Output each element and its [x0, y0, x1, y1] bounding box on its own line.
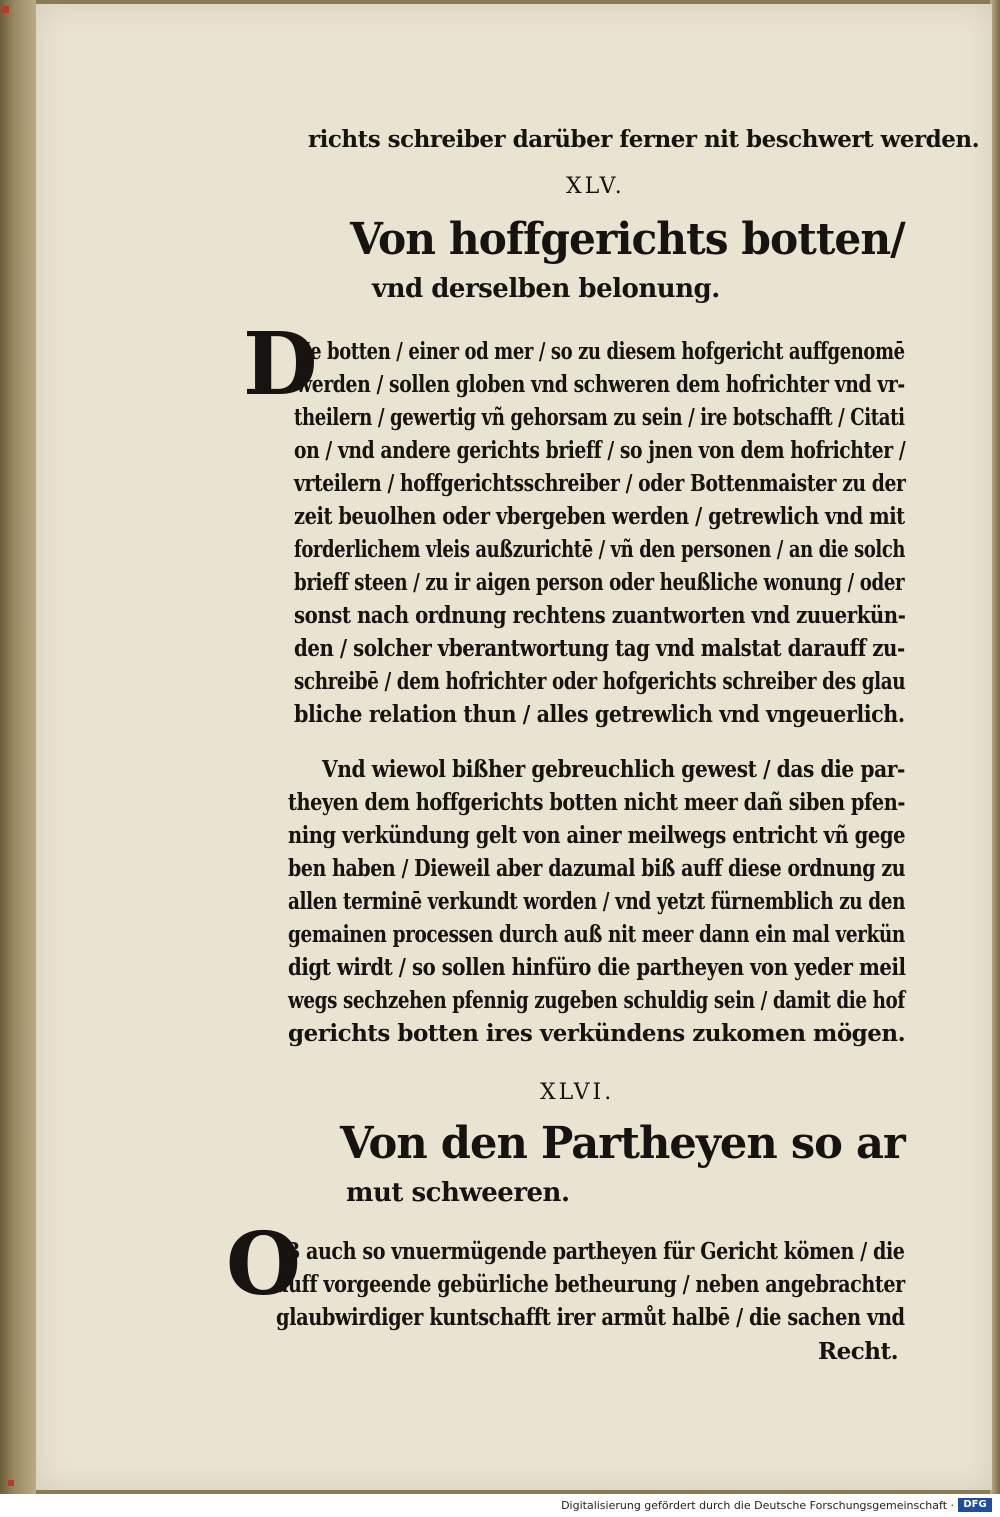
continuation-line: richts schreiber darüber ferner nit beschwert werden. — [308, 126, 980, 153]
section-subtitle-xlvi: mut schweeren. — [346, 1178, 570, 1208]
text-line: gemainen processen durch auß nit meer dann ein mal verkün — [288, 921, 905, 948]
text-line: theilern / gewertig vñ gehorsam zu sein / ire botschafft / Citati — [294, 404, 905, 431]
text-line: on / vnd andere gerichts brieff / so jnen von dem hofrichter / — [294, 437, 906, 464]
funding-notice: Digitalisierung gefördert durch die Deutsche Forschungsgemeinschaft · — [561, 1499, 954, 1512]
text-line: brieff steen / zu ir aigen person oder heußliche wonung / oder — [294, 569, 905, 596]
text-line: sonst nach ordnung rechtens zuantworten vnd zuuerkün- — [294, 602, 906, 629]
text-line: auff vorgeende gebürliche betheurung / neben angebrachter — [276, 1271, 905, 1298]
book-spine-edge — [0, 0, 36, 1494]
color-marker-bottom — [8, 1480, 14, 1486]
drop-cap-d: D — [243, 314, 318, 415]
section-number-xlv: XLV. — [566, 174, 625, 199]
color-marker-top — [2, 6, 9, 13]
text-line: wegs sechzehen pfennig zugeben schuldig sein / damit die hof — [288, 987, 905, 1014]
text-line: theyen dem hoffgerichts botten nicht meer dañ siben pfen- — [288, 789, 905, 816]
section-title-xlvi: Von den Partheyen so ar — [340, 1118, 905, 1169]
text-line: schreibē / dem hofrichter oder hofgerichts schreiber des glau — [294, 668, 906, 695]
text-line: digt wirdt / so sollen hinfüro die partheyen von yeder meil — [288, 954, 906, 981]
text-line: gerichts botten ires verkündens zukomen mögen. — [288, 1020, 906, 1047]
section-number-xlvi: XLVI. — [540, 1080, 615, 1105]
text-line: glaubwirdiger kuntschafft irer armůt halbē / die sachen vnd — [276, 1304, 905, 1331]
text-line: bliche relation thun / alles getrewlich vnd vngeuerlich. — [294, 701, 905, 728]
section-title-xlv: Von hoffgerichts botten/ — [350, 214, 905, 265]
text-line: ning verkündung gelt von ainer meilwegs entricht vñ gege — [288, 822, 906, 849]
text-line: zeit beuolhen oder vbergeben werden / getrewlich vnd mit — [294, 503, 905, 530]
text-line: ben haben / Dieweil aber dazumal biß auff diese ordnung zu — [288, 855, 906, 882]
text-line: Vnd wiewol bißher gebreuchlich gewest / das die par- — [322, 756, 905, 783]
text-line: den / solcher vberantwortung tag vnd malstat darauff zu- — [294, 635, 905, 662]
text-line: Je botten / einer od mer / so zu diesem hofgericht auffgenomē — [302, 338, 905, 365]
text-line: werden / sollen globen vnd schweren dem hofrichter vnd vr- — [296, 371, 905, 398]
text-line: B auch so vnuermügende partheyen für Gericht kömen / die — [284, 1238, 905, 1265]
text-line: allen terminē verkundt worden / vnd yetzt fürnemblich zu den — [288, 888, 906, 915]
drop-cap-o: O — [226, 1214, 301, 1315]
text-line: forderlichem vleis außzurichtē / vñ den personen / an die solch — [294, 536, 906, 563]
section-subtitle-xlv: vnd derselben belonung. — [372, 274, 720, 304]
text-line: vrteilern / hoffgerichtsschreiber / oder Bottenmaister zu der — [294, 470, 906, 497]
footer-bar — [0, 1494, 1000, 1517]
catchword: Recht. — [818, 1338, 899, 1365]
dfg-logo: DFG — [958, 1498, 992, 1512]
